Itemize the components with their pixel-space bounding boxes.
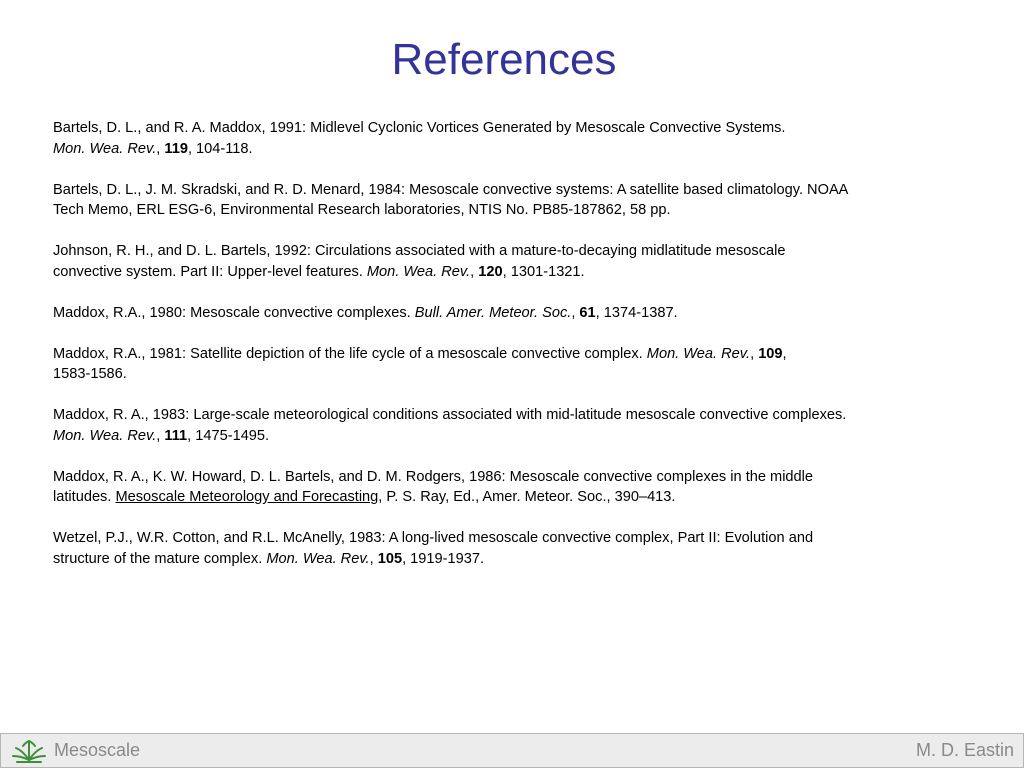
footer-bar	[0, 733, 1024, 768]
volume-number: 111	[164, 427, 188, 444]
page-title: References	[391, 35, 617, 84]
book-title: Mesoscale Meteorology and Forecasting	[115, 489, 379, 505]
reference-item: Johnson, R. H., and D. L. Bartels, 1992: Circulations associated with a mature-to-decaying midlatitude mesoscale convective system. Part II: Upper-level features. Mon. Wea. Rev., 120, 1301-1321.	[53, 241, 993, 282]
volume-number: 61	[579, 304, 596, 321]
reference-text: Johnson, R. H., and D. L. Bartels, 1992: Circulations associated with a mature-to-decaying midlatitude mesoscale	[53, 243, 786, 259]
reference-list	[53, 118, 993, 590]
volume-number: 120	[478, 263, 503, 280]
reference-item	[53, 467, 993, 508]
reference-text-end: , P. S. Ray, Ed., Amer. Meteor. Soc., 390–413.	[378, 489, 676, 505]
reference-item: Bartels, D. L., and R. A. Maddox, 1991: Midlevel Cyclonic Vortices Generated by Mesoscale Convective Systems. Mon. Wea. Rev., 119, 104-118.	[53, 118, 993, 159]
page-range: 1583-1586.	[53, 366, 127, 382]
reference-text: Bartels, D. L., J. M. Skradski, and R. D. Menard, 1984: Mesoscale convective systems: A satellite based climatology. NOAA	[53, 181, 849, 198]
journal-name: Mon. Wea. Rev.	[646, 345, 751, 362]
journal-name: Mon. Wea. Rev.	[53, 140, 157, 157]
lotus-leaves-icon	[11, 738, 47, 764]
page-range: , 104-118.	[187, 140, 253, 157]
reference-text-cont: convective system. Part II: Upper-level features.	[53, 263, 367, 280]
reference-text: Maddox, R. A., K. W. Howard, D. L. Bartels, and D. M. Rodgers, 1986: Mesoscale convective complexes in the middle	[53, 468, 814, 485]
reference-item: Maddox, R. A., 1983: Large-scale meteorological conditions associated with mid-latitude mesoscale convective complexes. Mon. Wea. Rev., 111, 1475-1495.	[53, 405, 993, 446]
journal-name: Mon. Wea. Rev.	[266, 550, 370, 567]
reference-text-cont: structure of the mature complex.	[53, 550, 267, 567]
reference-item	[53, 180, 993, 221]
volume-number: 105	[377, 550, 403, 567]
reference-item: Maddox, R.A., 1981: Satellite depiction of the life cycle of a mesoscale convective complex. Mon. Wea. Rev., 109, 1583-1586.	[53, 344, 993, 385]
page-range: , 1475-1495.	[187, 427, 270, 444]
page-range: , 1301-1321.	[502, 263, 585, 280]
reference-text: Wetzel, P.J., W.R. Cotton, and R.L. McAnelly, 1983: A long-lived mesoscale convective complex, Part II: Evolution and	[53, 530, 814, 546]
reference-text: Maddox, R.A., 1980: Mesoscale convective complexes.	[53, 304, 415, 321]
footer-course: Mesoscale	[54, 740, 141, 760]
reference-text: Bartels, D. L., and R. A. Maddox, 1991: Midlevel Cyclonic Vortices Generated by Mesoscale Convective Systems.	[53, 120, 786, 136]
reference-item: Wetzel, P.J., W.R. Cotton, and R.L. McAnelly, 1983: A long-lived mesoscale convective complex, Part II: Evolution and structure of the mature complex. Mon. Wea. Rev., 105, 1919-1937.	[53, 528, 993, 569]
volume-number: 109	[758, 345, 783, 362]
reference-text: Maddox, R.A., 1981: Satellite depiction of the life cycle of a mesoscale convective complex.	[53, 345, 647, 362]
reference-item: Maddox, R.A., 1980: Mesoscale convective complexes. Bull. Amer. Meteor. Soc., 61, 1374-1387.	[53, 304, 678, 321]
reference-text-cont: latitudes.	[53, 489, 116, 505]
reference-text-cont: Tech Memo, ERL ESG-6, Environmental Research laboratories, NTIS No. PB85-187862, 58 pp.	[53, 202, 671, 218]
reference-text: Maddox, R. A., 1983: Large-scale meteorological conditions associated with mid-latitude mesoscale convective complexes.	[53, 407, 847, 423]
journal-name: Bull. Amer. Meteor. Soc.	[414, 304, 572, 321]
page-range: , 1374-1387.	[595, 304, 678, 321]
volume-number: 119	[164, 140, 188, 157]
journal-name: Mon. Wea. Rev.	[366, 263, 471, 280]
footer-author: M. D. Eastin	[915, 740, 1014, 760]
journal-name: Mon. Wea. Rev.	[53, 427, 157, 444]
page-range: , 1919-1937.	[402, 550, 485, 567]
